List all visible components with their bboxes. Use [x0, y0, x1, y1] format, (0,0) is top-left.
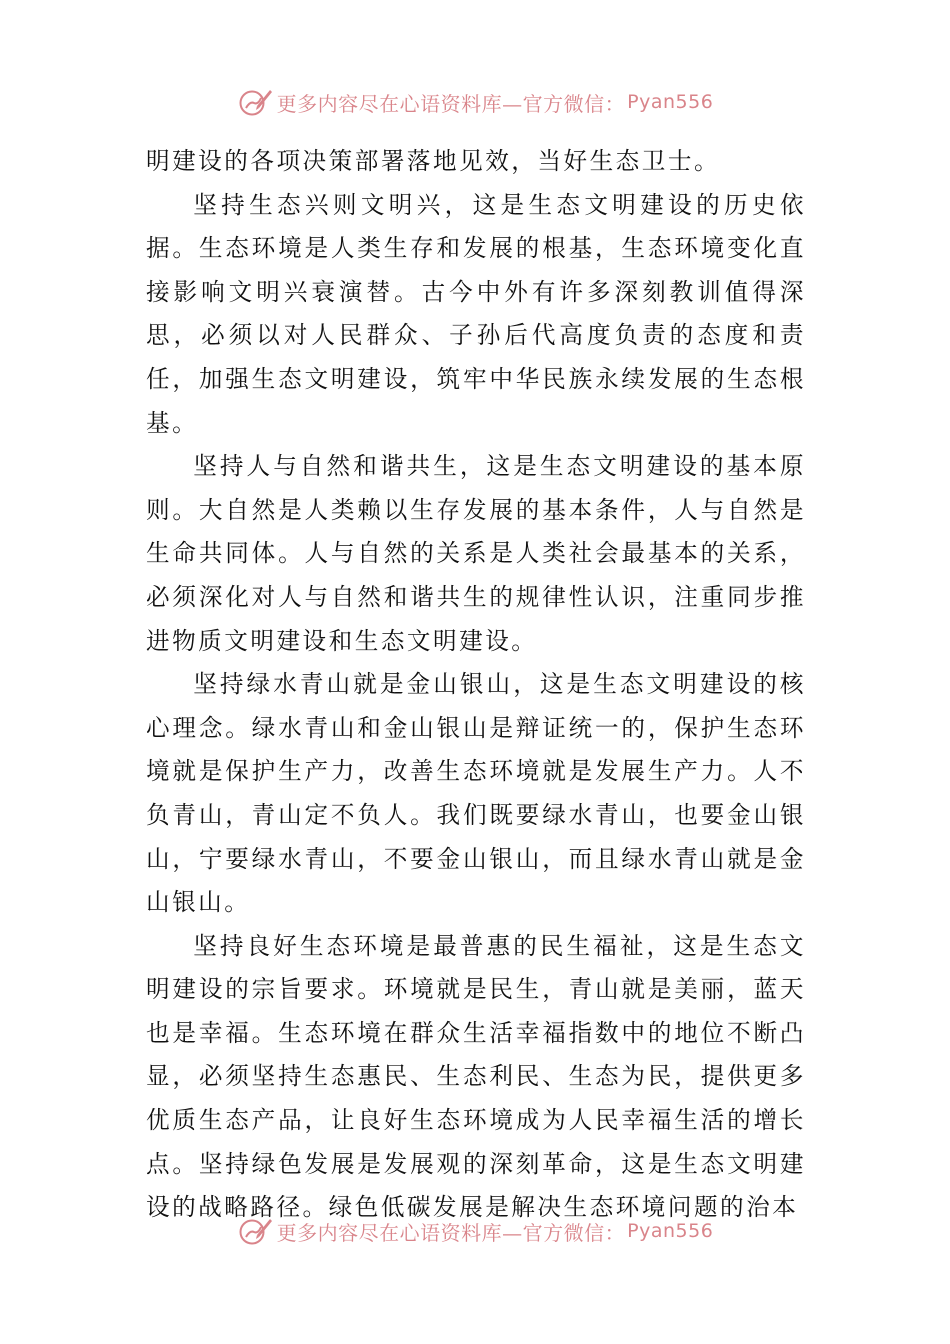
- pen-circle-icon: [237, 1213, 273, 1249]
- watermark-account: Pyan556: [627, 1220, 714, 1242]
- footer-watermark: [0, 1211, 950, 1251]
- header-watermark: [0, 82, 950, 122]
- paragraph: 坚持绿水青山就是金山银山，这是生态文明建设的核心理念。绿水青山和金山银山是辩证统一的，保护生态环境就是保护生产力，改善生态环境就是发展生产力。人不负青山，青山定不负人。我们既要绿水青山，也要金山银山，宁要绿水青山，不要金山银山，而且绿水青山就是金山银山。: [146, 670, 806, 917]
- paragraph: 坚持人与自然和谐共生，这是生态文明建设的基本原则。大自然是人类赖以生存发展的基本条件，人与自然是生命共同体。人与自然的关系是人类社会最基本的关系，必须深化对人与自然和谐共生的规律性认识，注重同步推进物质文明建设和生态文明建设。: [146, 452, 806, 655]
- document-body: [146, 140, 806, 1230]
- watermark-text: 更多内容尽在心语资料库—官方微信：: [276, 91, 626, 116]
- paragraph: 明建设的各项决策部署落地见效，当好生态卫士。: [146, 147, 721, 175]
- pen-circle-icon: [237, 84, 273, 120]
- watermark-account: Pyan556: [627, 91, 714, 113]
- paragraph: 坚持生态兴则文明兴，这是生态文明建设的历史依据。生态环境是人类生存和发展的根基，生态环境变化直接影响文明兴衰演替。古今中外有许多深刻教训值得深思，必须以对人民群众、子孙后代高度负责的态度和责任，加强生态文明建设，筑牢中华民族永续发展的生态根基。: [146, 190, 806, 437]
- paragraph: 坚持良好生态环境是最普惠的民生福祉，这是生态文明建设的宗旨要求。环境就是民生，青山就是美丽，蓝天也是幸福。生态环境在群众生活幸福指数中的地位不断凸显，必须坚持生态惠民、生态利民、生态为民，提供更多优质生态产品，让良好生态环境成为人民幸福生活的增长点。坚持绿色发展是发展观的深刻革命，这是生态文明建设的战略路径。绿色低碳发展是解决生态环境问题的治本: [146, 931, 806, 1222]
- watermark-text: 更多内容尽在心语资料库—官方微信：: [276, 1220, 626, 1245]
